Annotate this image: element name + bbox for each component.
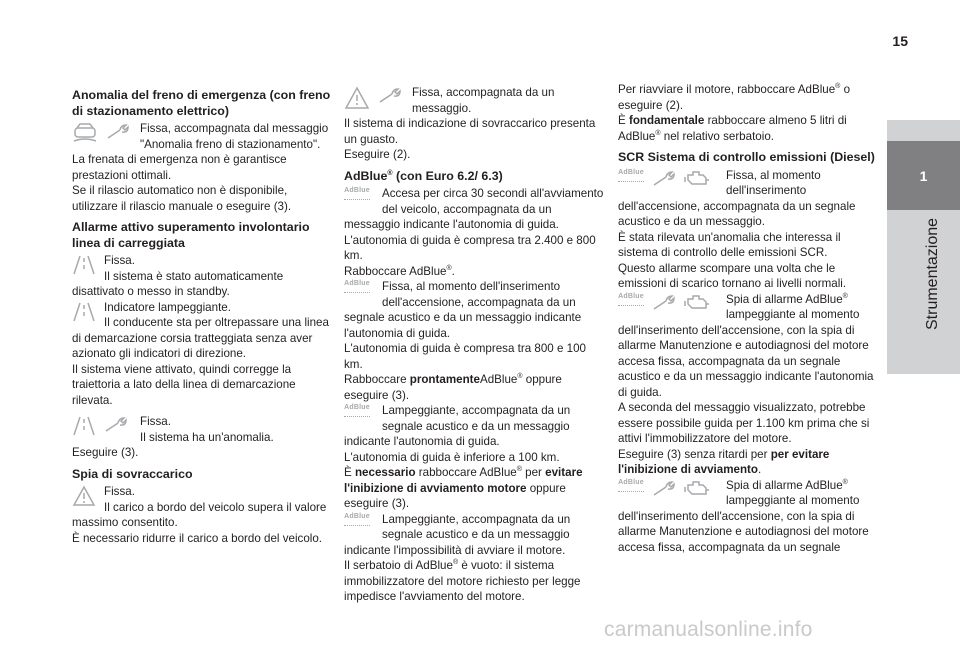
heading-overload: Spia di sovraccarico [72, 466, 193, 481]
lamp-entry: Fissa. Il sistema ha un'anomalia. [72, 414, 334, 445]
watermark: carmanualsonline.info [604, 618, 813, 641]
lamp-entry: Fissa. Il carico a bordo del veicolo supera il valore massimo consentito. [72, 485, 327, 529]
lamp-entry: Fissa, accompagnata da un messaggio. [344, 85, 606, 116]
wrench-icon [652, 479, 676, 499]
overload-warning-icon [344, 86, 370, 110]
adblue-icon: AdBlue [344, 187, 370, 200]
parking-brake-warning-icon [72, 122, 98, 144]
side-tab-number[interactable]: 1 [887, 141, 960, 210]
overload-warning-icon [72, 485, 96, 507]
adblue-icon: AdBlue [618, 479, 644, 492]
page-number: 15 [892, 33, 908, 49]
lamp-entry: AdBlue Accesa per circa 30 secondi all'avviamento del veicolo, accompagnata da un messaggio indicante l'autonomia di guida. [344, 187, 604, 231]
wrench-icon [106, 122, 130, 142]
side-tab-label: Strumentazione [924, 217, 941, 330]
engine-check-icon [684, 293, 710, 313]
lamp-entry: AdBlue Spia di allarme AdBlue® lampeggiante al momento dell'inserimento dell'accensione, con la spia di allarme Manutenzione e autodiagnosi del motore accesa fissa, accompagnata da un segnale [618, 478, 869, 554]
adblue-icon: AdBlue [618, 169, 644, 182]
heading-adblue: AdBlue® (con Euro 6.2/ 6.3) [344, 168, 503, 183]
lane-departure-icon [72, 301, 96, 323]
column-3: Per riavviare il motore, rabboccare AdBlue® o eseguire (2). È fondamentale rabboccare almeno 5 litri di AdBlue® nel relativo serbatoio. SCR Sistema di controllo emissioni (Diesel) AdBlue Fissa, al momento dell'inserimento dell'accensione, accompagnata da un segnale acustico e da un messaggio. È stata rilevata un'anomalia che interessa il sistema di controllo delle emissioni SCR. Questo allarme scompare una volta che le emissioni di scarico tornano ai livelli normali. AdBlue Spia di allarme AdBlue® lampeggiante al momento dell'inserimento dell'accensione, con la spia di allarme Manutenzione e autodiagnosi del motore accesa fissa, accompagnata da un segnale acustico e da un messaggio indicante l'autonomia di guida. A seconda del messaggio visualizzato, potrebbe essere possibile guida per 1.100 km prima che si attivi l'immobilizzatore del motore. Eseguire (3) senza ritardi per per evitare l'inibizione di avviamento. AdBlue Spia di allarme AdBlue® lampeggiante al momento dell'inserimento dell'accensione, con la spia di allarme Manutenzione e autodiagnosi del motore accesa fissa, accompagnata da un segnale [618, 82, 880, 555]
lane-departure-icon [72, 254, 96, 276]
lamp-entry: Fissa. Il sistema è stato automaticamente disattivato o messo in standby. [72, 254, 284, 298]
heading-lane-departure: Allarme attivo superamento involontario linea di carreggiata [72, 220, 310, 250]
adblue-icon: AdBlue [344, 280, 370, 293]
lamp-entry: AdBlue Spia di allarme AdBlue® lampeggiante al momento dell'inserimento dell'accensione, con la spia di allarme Manutenzione e autodiagnosi del motore accesa fissa, accompagnata da un segnale acustico e da un messaggio indicante l'autonomia di guida. [618, 292, 874, 399]
engine-check-icon [684, 169, 710, 189]
wrench-icon [104, 415, 128, 435]
column-2: Fissa, accompagnata da un messaggio. Il sistema di indicazione di sovraccarico presenta un guasto. Eseguire (2). AdBlue® (con Euro 6.2/ 6.3) AdBlue Accesa per circa 30 secondi all'avviamento del veicolo, accompagnata da un messaggio indicante l'autonomia di guida. L'autonomia di guida è compresa tra 2.400 e 800 km. Rabboccare AdBlue®. AdBlue Fissa, al momento dell'inserimento dell'accensione, accompagnata da un segnale acustico e da un messaggio indicante l'autonomia di guida. L'autonomia di guida è compresa tra 800 e 100 km. Rabboccare prontamenteAdBlue® oppure eseguire (3). AdBlue Lampeggiante, accompagnata da un segnale acustico e da un messaggio indicante l'autonomia di guida. L'autonomia di guida è inferiore a 100 km. È necessario rabboccare AdBlue® per evitare l'inibizione di avviamento motore oppure eseguire (3). AdBlue Lampeggiante, accompagnata da un segnale acustico e da un messaggio indicante l'impossibilità di avviare il motore. Il serbatoio di AdBlue® è vuoto: il sistema immobilizzatore del motore richiesto per legge impedisce l'avviamento del motore. [344, 85, 606, 605]
lamp-entry: AdBlue Fissa, al momento dell'inserimento dell'accensione, accompagnata da un segnale acustico e da un messaggio indicante l'autonomia di guida. [344, 280, 582, 340]
lamp-entry: AdBlue Fissa, al momento dell'inserimento dell'accensione, accompagnata da un segnale acustico e da un messaggio. [618, 168, 856, 228]
wrench-icon [378, 86, 402, 106]
adblue-icon: AdBlue [344, 513, 370, 526]
engine-check-icon [684, 479, 710, 499]
column-1: Anomalia del freno di emergenza (con freno di stazionamento elettrico) Fissa, accompagnata dal messaggio "Anomalia freno di stazionamento". La frenata di emergenza non è garantisce prestazioni ottimali. Se il rilascio automatico non è disponibile, utilizzare il rilascio manuale o eseguire (3). Allarme attivo superamento involontario linea di carreggiata Fissa. Il sistema è stato automaticamente disattivato o messo in standby. Indicatore lampeggiante. Il conducente sta per oltrepassare una linea di demarcazione corsia tratteggiata senza aver azionato gli indicatori di direzione. Il sistema viene attivato, quindi corregge la traiettoria a lato della linea di demarcazione rilevata. Fissa. Il sistema ha un'anomalia. Eseguire (3). Spia di sovraccarico Fissa. Il carico a bordo del veicolo supera il valore massimo consentito. È necessario ridurre il carico a bordo del veicolo. [72, 82, 334, 546]
heading-scr: SCR Sistema di controllo emissioni (Diesel) [618, 150, 875, 164]
adblue-icon: AdBlue [344, 404, 370, 417]
lamp-entry: AdBlue Lampeggiante, accompagnata da un segnale acustico e da un messaggio indicante l'autonomia di guida. [344, 404, 571, 448]
lane-departure-fault-icon [72, 415, 96, 437]
lamp-entry: AdBlue Lampeggiante, accompagnata da un segnale acustico e da un messaggio indicante l'impossibilità di avviare il motore. [344, 512, 571, 557]
heading-emergency-brake: Anomalia del freno di emergenza (con freno di stazionamento elettrico) [72, 88, 331, 118]
lamp-entry: Indicatore lampeggiante. Il conducente sta per oltrepassare una linea di demarcazione corsia tratteggiata senza aver azionato gli indicatori di direzione. [72, 300, 329, 360]
wrench-icon [652, 169, 676, 189]
wrench-icon [652, 293, 676, 313]
adblue-icon: AdBlue [618, 293, 644, 306]
lamp-entry: Fissa, accompagnata dal messaggio "Anomalia freno di stazionamento". [72, 121, 334, 152]
